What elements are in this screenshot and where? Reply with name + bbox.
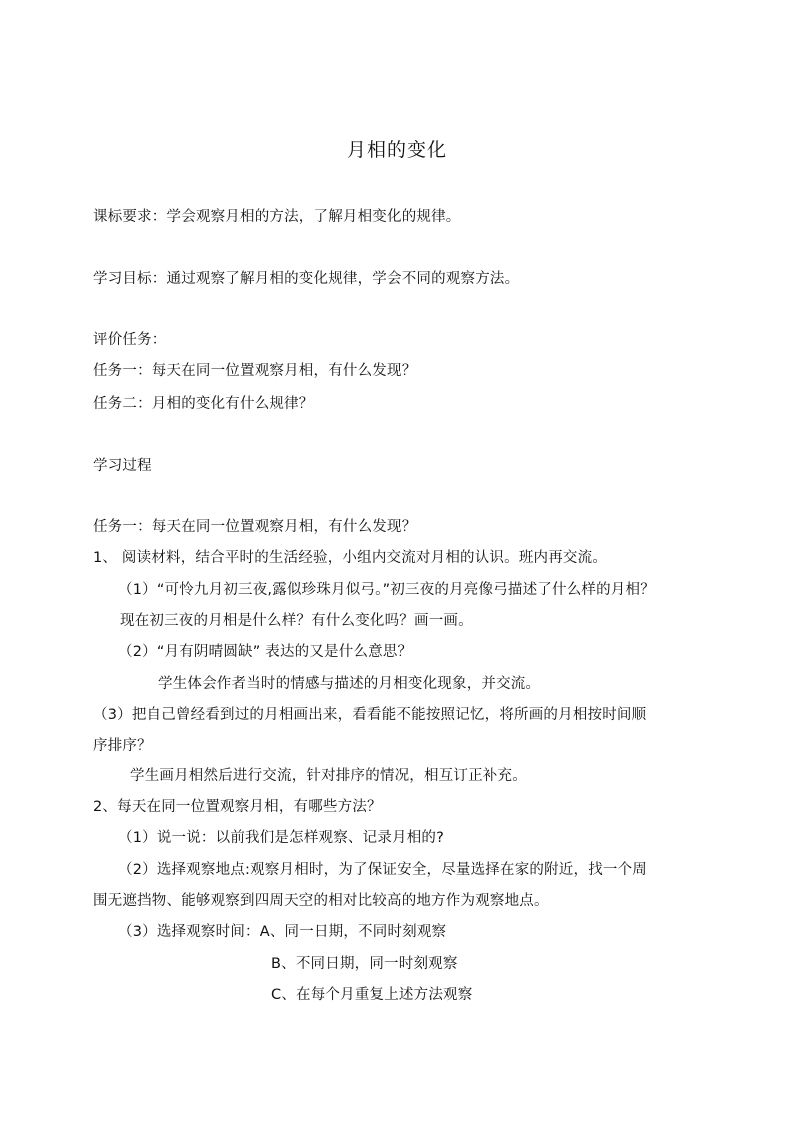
step-two-question-three: （3）选择观察时间：A、同一日期，不同时刻观察 (118, 924, 447, 940)
step-two: 2、每天在同一位置观察月相，有哪些方法？ (93, 799, 382, 815)
task-one: 任务一：每天在同一位置观察月相，有什么发现？ (93, 363, 417, 379)
process-heading: 学习过程 (93, 458, 152, 474)
tasks-heading: 评价任务： (93, 332, 167, 348)
learning-objective: 学习目标：通过观察了解月相的变化规律，学会不同的观察方法。 (93, 271, 520, 287)
curriculum-standard: 课标要求：学会观察月相的方法，了解月相变化的规律。 (93, 209, 461, 225)
process-task-one: 任务一：每天在同一位置观察月相，有什么发现？ (93, 519, 417, 535)
step-two-question-two-line-one: （2）选择观察地点:观察月相时，为了保证安全，尽量选择在家的附近，找一个周 (118, 862, 648, 878)
step-one: 1、 阅读材料，结合平时的生活经验，小组内交流对月相的认识。班内再交流。 (93, 550, 608, 566)
step-one-question-two-answer: 学生体会作者当时的情感与描述的月相变化现象，并交流。 (158, 676, 541, 692)
document-title: 月相的变化 (346, 139, 447, 161)
step-one-question-two: （2）“月有阴晴圆缺” 表达的又是什么意思？ (118, 644, 413, 660)
task-two: 任务二：月相的变化有什么规律？ (93, 396, 314, 412)
step-two-question-one: （1）说一说：以前我们是怎样观察、记录月相的? (118, 830, 445, 846)
observation-method-c: C、在每个月重复上述方法观察 (271, 987, 473, 1003)
step-one-question-one-line-two: 现在初三夜的月相是什么样？有什么变化吗？画一画。 (120, 613, 473, 629)
step-one-question-three-line-two: 序排序？ (93, 738, 152, 754)
step-one-question-three-line-one: （3）把自己曾经看到过的月相画出来，看看能不能按照记忆，将所画的月相按时间顺 (93, 707, 647, 723)
step-one-question-one-line-one: （1）“可怜九月初三夜,露似珍珠月似弓。”初三夜的月亮像弓描述了什么样的月相？ (118, 582, 655, 598)
step-two-question-two-line-two: 围无遮挡物、能够观察到四周天空的相对比较高的地方作为观察地点。 (93, 893, 549, 909)
step-one-question-three-answer: 学生画月相然后进行交流，针对排序的情况，相互订正补充。 (130, 768, 527, 784)
observation-method-b: B、不同日期，同一时刻观察 (271, 956, 458, 972)
